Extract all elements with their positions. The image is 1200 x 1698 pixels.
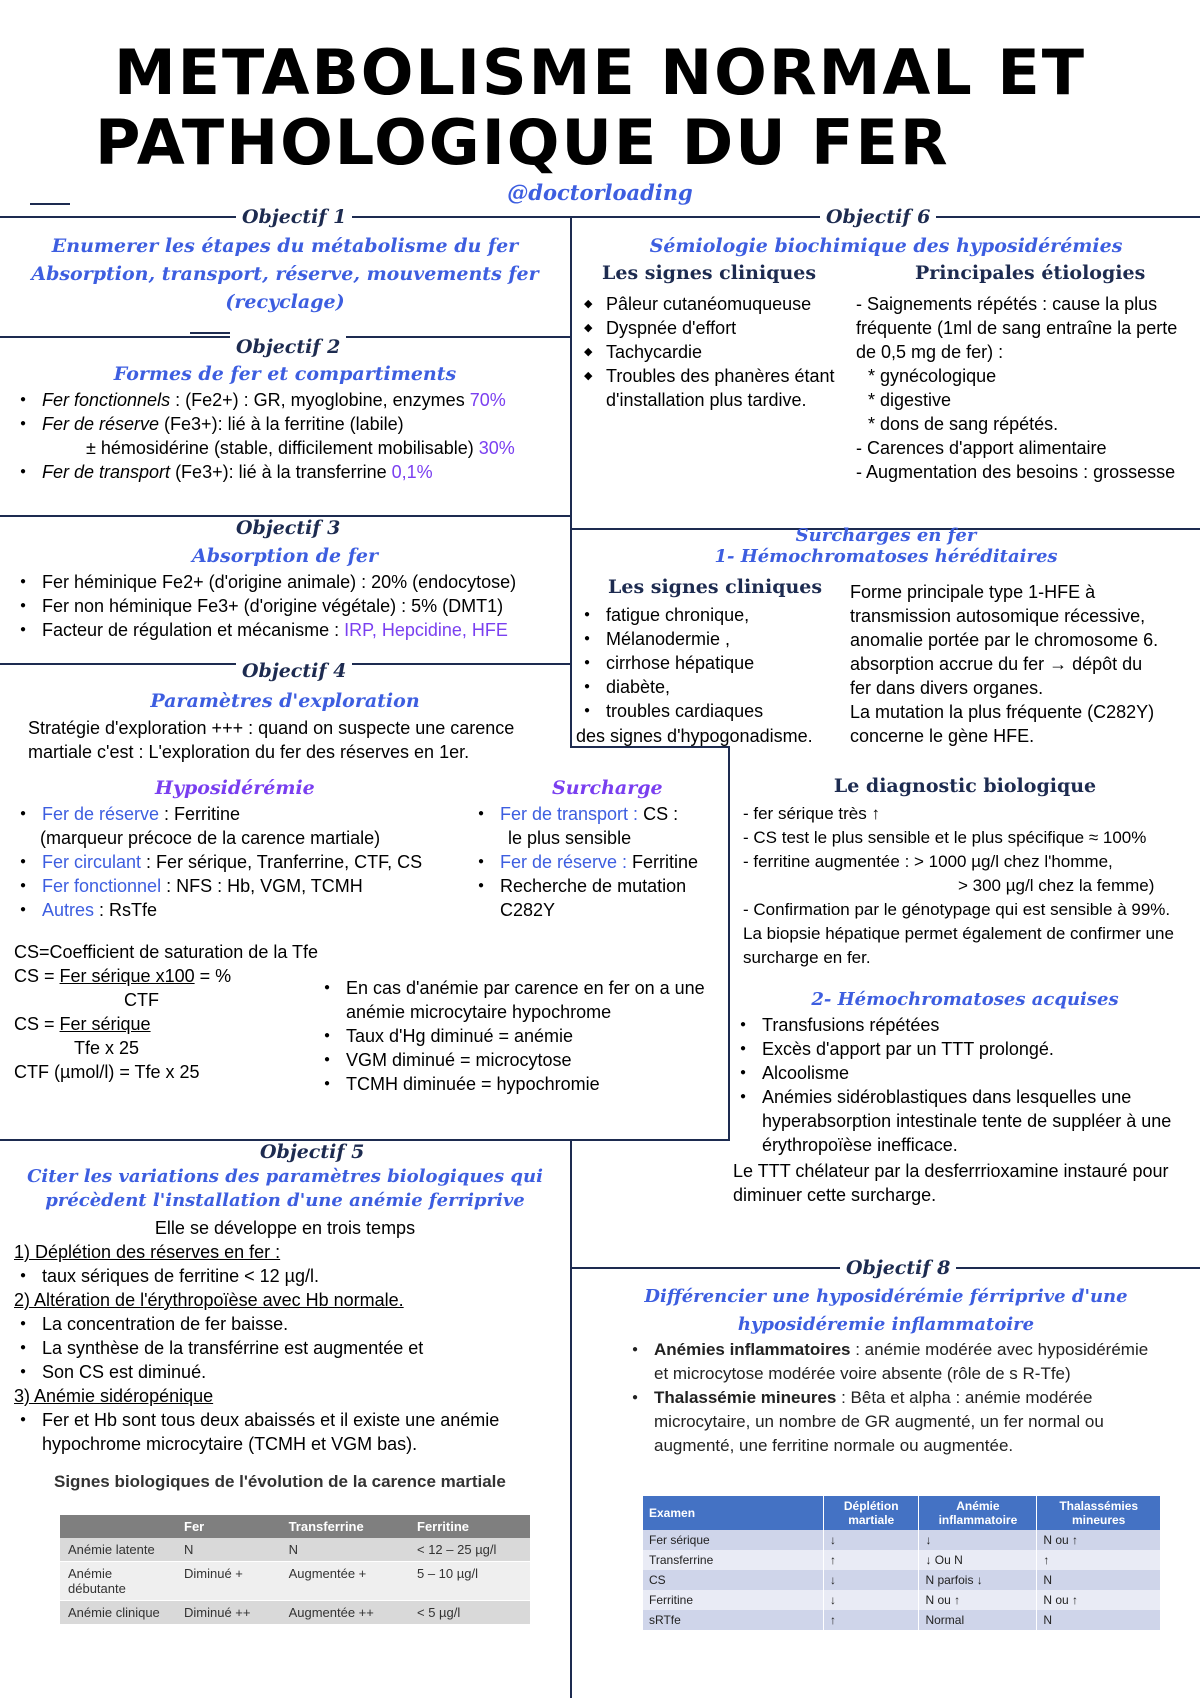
list-item: ● Fer de réserve : Ferritine xyxy=(472,850,728,874)
overload-signs-tail: des signes d'hypogonadisme. xyxy=(576,726,813,746)
objective-6-subtitle: Sémiologie biochimique des hyposidérémies xyxy=(649,235,1123,257)
list-item: ● Fer circulant : Fer sérique, Tranferrine, CTF, CS xyxy=(14,850,474,874)
objective-6-tag: Objectif 6 xyxy=(820,206,936,228)
table-header-row: Examen Déplétion martiale Anémie inflammatoire Thalassémies mineures xyxy=(643,1496,1161,1530)
list-item: ◆ Troubles des phanères étant d'installation plus tardive. xyxy=(578,364,840,412)
list-item: ◆ Dyspnée d'effort xyxy=(578,316,840,340)
hyposideremie-title: Hyposidérémie xyxy=(155,777,315,799)
column-divider xyxy=(728,746,730,1141)
table-row: Fer sérique ↓ ↓ N ou ↑ xyxy=(643,1530,1161,1550)
list-item-continuation: ± hémosidérine (stable, difficilement mobilisable) 30% xyxy=(86,438,515,458)
list-item: ● Thalassémie mineures : Bêta et alpha : anémie modérée microcytaire, un nombre de GR augmenté, un fer normal ou augmenté, une ferritine normale ou augmentée. xyxy=(626,1386,1166,1458)
clinical-signs-title: Les signes cliniques xyxy=(602,262,817,284)
exploration-strategy: Stratégie d'exploration +++ : quand on suspecte une carence martiale c'est : L'exploration du fer des réserves en 1er. xyxy=(28,718,515,762)
list-item: ● Mélanodermie , xyxy=(578,627,840,651)
list-item: ● Fer de transport : CS : xyxy=(472,802,728,826)
objective-8-tag: Objectif 8 xyxy=(840,1257,956,1279)
surcharge-list xyxy=(472,802,728,922)
divider xyxy=(190,332,230,334)
objective-3-tag: Objectif 3 xyxy=(230,517,346,539)
subtitle-line: Enumerer les étapes du métabolisme du fer xyxy=(51,235,519,257)
objective-4-subtitle: Paramètres d'exploration xyxy=(150,690,420,712)
objective-1-tag: Objectif 1 xyxy=(236,206,352,228)
objective-1-subtitle xyxy=(0,232,570,316)
etiologies-list: - Saignements répétés : cause la plus fréquente (1ml de sang entraîne la perte de 0,5 mg de fer) : * gynécologique * digestive * dons de sang répétés. - Carences d'apport alimentaire - Augmentation des besoins : grossesse xyxy=(856,294,1178,482)
list-item-continuation: le plus sensible xyxy=(508,828,632,848)
list-item: ● Transfusions répétées xyxy=(734,1013,1174,1037)
absorption-list xyxy=(14,570,564,642)
table-row: Anémie débutante Diminué + Augmentée + 5 – 10 µg/l xyxy=(60,1562,530,1601)
list-item: ● Anémies inflammatoires : anémie modérée avec hyposidérémie et microcytose modérée voire absente (rôle de s R-Tfe) xyxy=(626,1338,1166,1386)
table-row: Anémie latente N N < 12 – 25 µg/l xyxy=(60,1538,530,1562)
objective-4-tag: Objectif 4 xyxy=(236,660,352,682)
table-row: Ferritine ↓ N ou ↑ N ou ↑ xyxy=(643,1590,1161,1610)
list-item: ● Fer de transport (Fe3+): lié à la transferrine 0,1% xyxy=(14,460,564,484)
list-item: ● Fer de réserve : Ferritine xyxy=(14,802,474,826)
list-item: ● La synthèse de la transférrine est augmentée et xyxy=(14,1336,564,1360)
list-item: ● troubles cardiaques xyxy=(578,699,840,723)
cs-formulas: CS=Coefficient de saturation de la Tfe CS = Fer sérique x100 = % CTF CS = Fer sérique Tfe x 25 CTF (µmol/l) = Tfe x 25 xyxy=(14,942,319,1082)
acquired-hemochromatosis-title: 2- Hémochromatoses acquises xyxy=(811,989,1119,1010)
table-row: CS ↓ N parfois ↓ N xyxy=(643,1570,1161,1590)
iron-forms-list xyxy=(14,388,564,484)
acquired-list xyxy=(734,1013,1174,1157)
etiologies-title: Principales étiologies xyxy=(915,262,1146,284)
biological-diagnosis-list: - fer sérique très ↑ - CS test le plus sensible et le plus spécifique ≈ 100% - ferritine augmentée : > 1000 µg/l chez l'homme, > 300 µg/l chez la femme) - Confirmation par le génotypage qui est sensible à 99%. La biopsie hépatique permet également de confirmer une surcharge en fer. xyxy=(743,804,1174,967)
list-item: ● Fer fonctionnels : (Fe2+) : GR, myoglobine, enzymes 70% xyxy=(14,388,564,412)
list-item: ● Recherche de mutation xyxy=(472,874,728,898)
surcharges-title: Surcharges en fer xyxy=(795,525,977,546)
table-row: Anémie clinique Diminué ++ Augmentée ++ < 5 µg/l xyxy=(60,1601,530,1625)
list-item: ● Fer et Hb sont tous deux abaissés et il existe une anémie hypochrome microcytaire (TCMH et VGM bas). xyxy=(14,1408,564,1456)
main-form-description: Forme principale type 1-HFE à transmission autosomique récessive, anomalie portée par le chromosome 6. absorption accrue du fer → dépôt du fer dans divers organes. La mutation la plus fréquente (C282Y) concerne le gène HFE. xyxy=(850,582,1159,746)
development-intro: Elle se développe en trois temps xyxy=(154,1218,416,1238)
subtitle-line: (recyclage) xyxy=(225,291,345,313)
page-title-line1: METABOLISME NORMAL ET xyxy=(113,36,1087,109)
column-divider xyxy=(570,1141,572,1698)
list-item: ● Autres : RsTfe xyxy=(14,898,474,922)
anemia-stages: 1) Déplétion des réserves en fer : ● taux sériques de ferritine < 12 µg/l. 2) Altération de l'érythropoïèse avec Hb normale. ● La concentration de fer baisse. ● La synthèse de la transférrine est augmentée et ● Son CS est diminué. 3) Anémie sidéropénique ● Fer et Hb sont tous deux abaissés et il existe une anémie hypochrome microcytaire (TCMH et VGM bas). xyxy=(14,1240,564,1456)
objective-2-subtitle: Formes de fer et compartiments xyxy=(113,363,457,385)
objective-5-tag: Objectif 5 xyxy=(254,1141,370,1163)
divider xyxy=(30,203,70,205)
subtitle-line: Absorption, transport, réserve, mouvements fer xyxy=(31,263,539,285)
objective-2-tag: Objectif 2 xyxy=(230,336,346,358)
list-item: ● cirrhose hépatique xyxy=(578,651,840,675)
list-item: ● taux sériques de ferritine < 12 µg/l. xyxy=(14,1264,564,1288)
surcharge-title: Surcharge xyxy=(552,777,663,799)
list-item: ◆ Tachycardie xyxy=(578,340,840,364)
list-item-continuation: (marqueur précoce de la carence martiale) xyxy=(40,828,381,848)
list-item: ● Excès d'apport par un TTT prolongé. xyxy=(734,1037,1174,1061)
list-item: ● TCMH diminuée = hypochromie xyxy=(318,1072,718,1096)
differential-table xyxy=(643,1496,1161,1630)
differential-list xyxy=(626,1338,1166,1458)
biological-diagnosis-title: Le diagnostic biologique xyxy=(833,775,1097,797)
overload-signs-list xyxy=(578,603,840,723)
objective-5-subtitle: Citer les variations des paramètres biologiques qui précèdent l'installation d'une anémie ferriprive xyxy=(27,1166,543,1211)
objective-3-subtitle: Absorption de fer xyxy=(191,545,379,567)
list-item: ● VGM diminué = microcytose xyxy=(318,1048,718,1072)
hyposideremie-list xyxy=(14,802,474,922)
list-item: ● Fer héminique Fe2+ (d'origine animale) : 20% (endocytose) xyxy=(14,570,564,594)
page-title-line2: PATHOLOGIQUE DU FER xyxy=(95,106,950,179)
objective-8-subtitle: Différencier une hyposidérémie férriprive d'une hyposidéremie inflammatoire xyxy=(644,1286,1128,1335)
table-title: Signes biologiques de l'évolution de la carence martiale xyxy=(54,1472,506,1491)
overload-signs-title: Les signes cliniques xyxy=(608,576,823,598)
clinical-signs-list xyxy=(578,292,840,412)
list-item: ● Anémies sidéroblastiques dans lesquelles une hyperabsorption intestinale tente de suppléer à une érythropoïèse inefficace. xyxy=(734,1085,1174,1157)
chelation-note: Le TTT chélateur par la desferrrioxamine instauré pour diminuer cette surcharge. xyxy=(733,1161,1169,1205)
column-divider xyxy=(570,216,572,746)
list-item: ● Alcoolisme xyxy=(734,1061,1174,1085)
list-item: ● Son CS est diminué. xyxy=(14,1360,564,1384)
anemia-signs-list xyxy=(318,976,718,1096)
table-row: Transferrine ↑ ↓ Ou N ↑ xyxy=(643,1550,1161,1570)
list-item: ● Fer de réserve (Fe3+): lié à la ferritine (labile) xyxy=(14,412,564,436)
table-row: sRTfe ↑ Normal N xyxy=(643,1610,1161,1630)
list-item: ● fatigue chronique, xyxy=(578,603,840,627)
list-item: ● Taux d'Hg diminué = anémie xyxy=(318,1024,718,1048)
list-item: ● La concentration de fer baisse. xyxy=(14,1312,564,1336)
list-item: ● Fer fonctionnel : NFS : Hb, VGM, TCMH xyxy=(14,874,474,898)
list-item: ● Facteur de régulation et mécanisme : IRP, Hepcidine, HFE xyxy=(14,618,564,642)
list-item: ● diabète, xyxy=(578,675,840,699)
list-item: ● Fer non héminique Fe3+ (d'origine végétale) : 5% (DMT1) xyxy=(14,594,564,618)
list-item: ◆ Pâleur cutanéomuqueuse xyxy=(578,292,840,316)
carence-table xyxy=(60,1515,530,1625)
author-handle: @doctorloading xyxy=(507,180,693,205)
list-item: ● En cas d'anémie par carence en fer on a une anémie microcytaire hypochrome xyxy=(318,976,718,1024)
list-item-continuation: C282Y xyxy=(500,900,556,920)
table-header-row: Fer Transferrine Ferritine xyxy=(60,1515,530,1538)
hemochromatoses-subtitle: 1- Hémochromatoses héréditaires xyxy=(714,546,1058,567)
